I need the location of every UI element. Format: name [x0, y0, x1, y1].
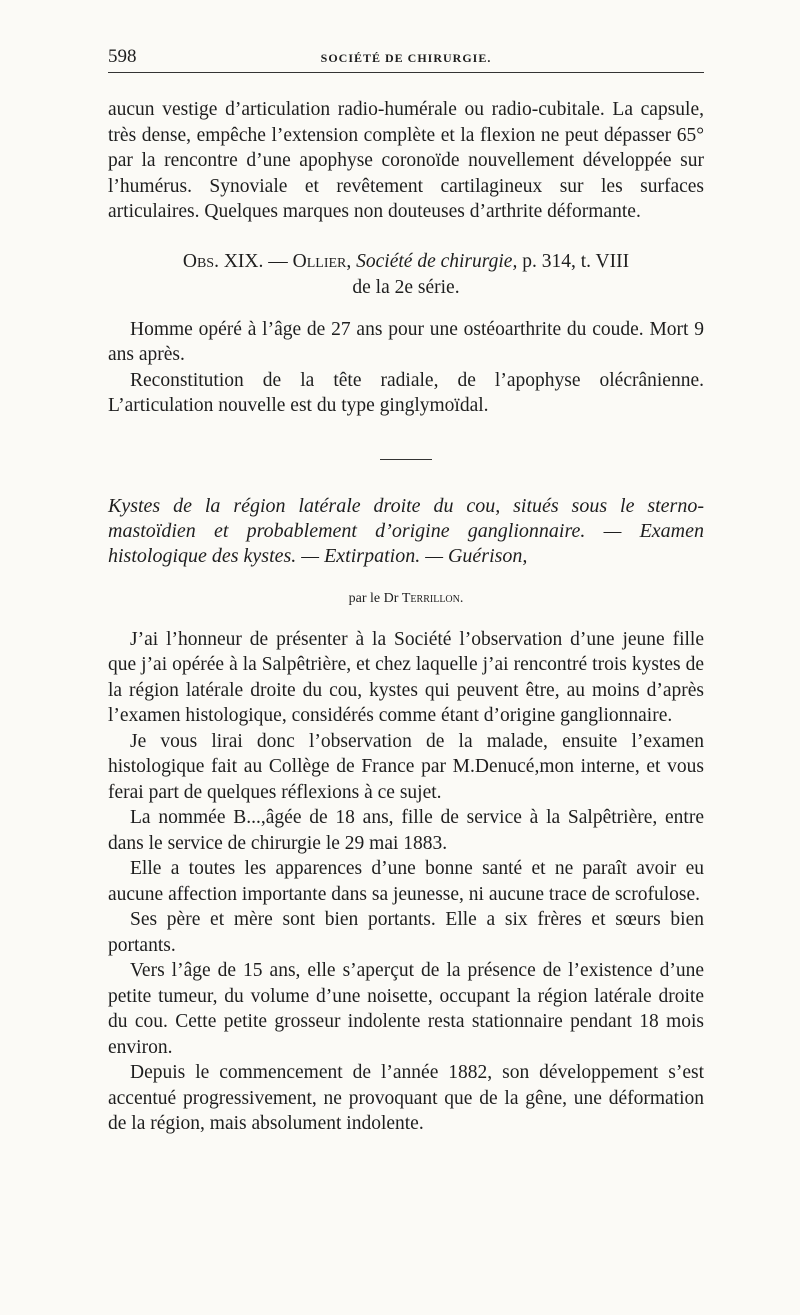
observation-paragraph: Homme opéré à l’âge de 27 ans pour une ostéoarthrite du coude. Mort 9 ans après. [108, 318, 704, 365]
body-paragraph: Je vous lirai donc l’observation de la malade, ensuite l’examen histologique fait au Collège de France par M.Denucé,mon interne, et vous ferai part de quelques réflexions à ce sujet. [108, 730, 704, 803]
body-paragraph: La nommée B...,âgée de 18 ans, fille de service à la Salpêtrière, entre dans le service de chirurgie le 29 mai 1883. [108, 807, 704, 854]
observation-body [108, 317, 704, 419]
body-paragraph: Depuis le commencement de l’année 1882, son développement s’est accentué progressivement, ne provoquant que de la gêne, une déformation de la région, mais absolument indolente. [108, 1062, 704, 1134]
page-number: 598 [108, 46, 137, 67]
observation-citation: p. 314, t. VIII [522, 250, 630, 272]
body-paragraph: Vers l’âge de 15 ans, elle s’aperçut de la présence de l’existence d’une petite tumeur, du volume d’une noisette, occupant la région latérale droite du cou. Cette petite grosseur indolente resta stationnaire pendant 18 mois environ. [108, 960, 704, 1058]
body-paragraph: Elle a toutes les apparences d’une bonne santé et ne paraît avoir eu aucune affection importante dans sa jeunesse, ni aucune trace de scrofulose. [108, 858, 704, 905]
observation-series: de la 2e série. [352, 276, 460, 298]
observation-paragraph: Reconstitution de la tête radiale, de l’apophyse olécrânienne. L’articulation nouvelle est du type ginglymoïdal. [108, 369, 704, 416]
author-name: Terrillon. [401, 590, 464, 606]
article-body [108, 627, 704, 1137]
intro-paragraph: aucun vestige d’articulation radio-humérale ou radio-cubitale. La capsule, très dense, empêche l’extension complète et la flexion ne peut dépasser 65° par la rencontre d’une apophyse coronoïde nouvellement développée sur l’humérus. Synoviale et revêtement cartilagineux sur les surfaces articulaires. Quelques marques non douteuses d’arthrite déformante. [108, 99, 704, 222]
article-title: Kystes de la région latérale droite du cou, situés sous le sterno-mastoïdien et probablement d’origine ganglionnaire. — Examen histologique des kystes. — Extirpation. — Guérison, [108, 494, 704, 567]
observation-heading [108, 249, 704, 301]
author-prefix: par le Dr [348, 590, 399, 606]
section-divider [380, 459, 432, 460]
observation-dash: — [268, 250, 288, 272]
body-paragraph: Ses père et mère sont bien portants. Elle a six frères et sœurs bien portants. [108, 909, 704, 956]
page-header [108, 38, 704, 68]
observation-author: Ollier, [292, 250, 352, 272]
body-paragraph: J’ai l’honneur de présenter à la Société l’observation d’une jeune fille que j’ai opérée à la Salpêtrière, et chez laquelle j’ai rencontré trois kystes de la région latérale droite du cou, kystes qui peuvent être, au moins d’après l’examen histologique, considérés comme étant d’origine ganglionnaire. [108, 628, 704, 726]
running-title: SOCIÉTÉ DE CHIRURGIE. [320, 51, 492, 65]
observation-label: Obs. XIX. [182, 250, 264, 272]
observation-journal: Société de chirurgie, [356, 250, 518, 272]
header-rule [108, 72, 704, 73]
document-page [108, 38, 704, 1137]
article-author [108, 591, 704, 607]
